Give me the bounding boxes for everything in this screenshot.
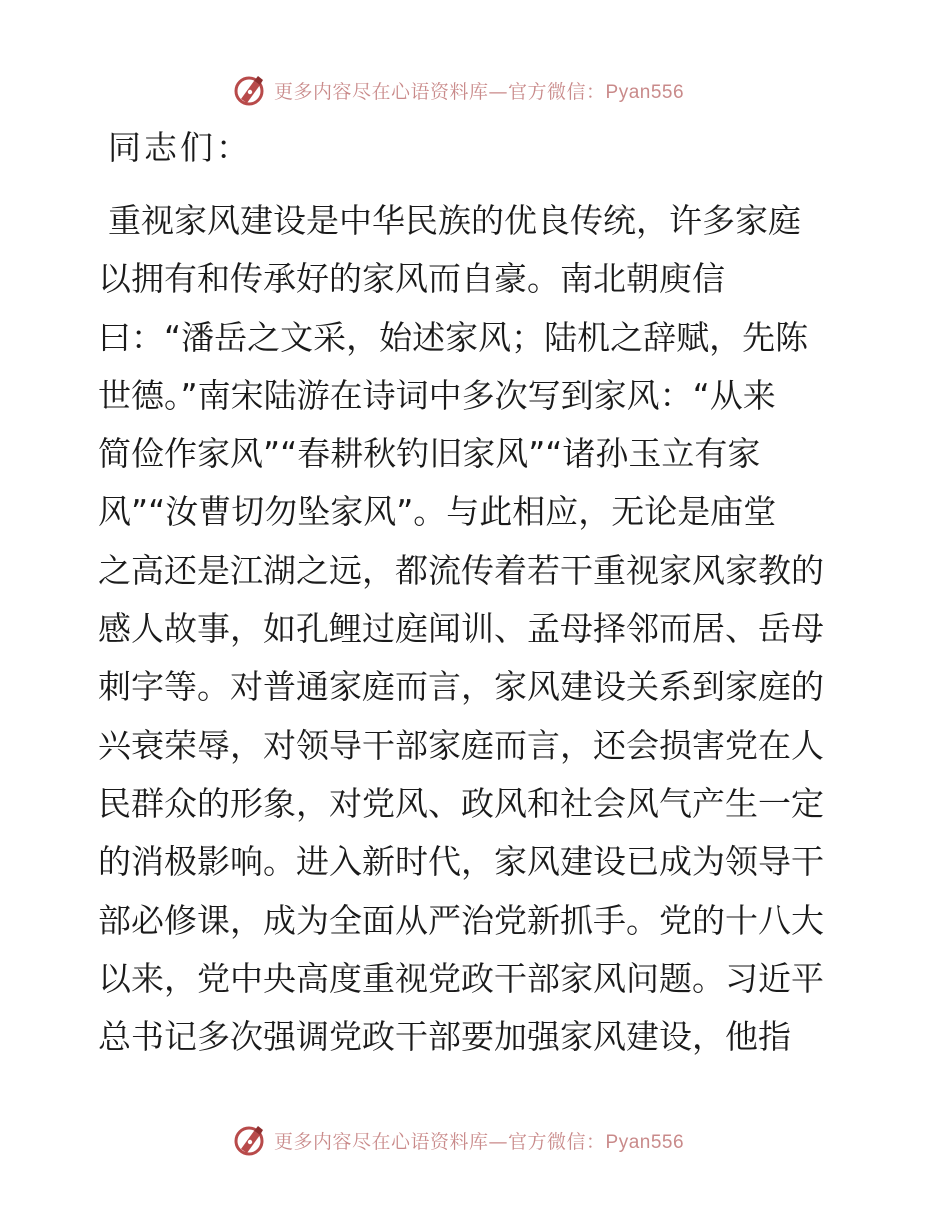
text-line: 之高还是江湖之远，都流传着若干重视家风家教的 — [98, 550, 824, 590]
pen-nib-logo-icon — [232, 1123, 266, 1157]
salutation: 同志们： — [108, 128, 252, 167]
header-watermark-text: 更多内容尽在心语资料库—官方微信：Pyan556 — [274, 80, 685, 103]
text-line: 以拥有和传承好的家风而自豪。南北朝庾信 — [98, 259, 725, 299]
text-line: 风”“汝曹切勿坠家风”。与此相应，无论是庙堂 — [98, 492, 777, 532]
header-watermark — [232, 72, 684, 108]
text-line: 重视家风建设是中华民族的优良传统，许多家庭 — [108, 201, 801, 240]
footer-watermark — [232, 1122, 684, 1158]
text-line: 总书记多次强调党政干部要加强家风建设，他指 — [98, 1017, 791, 1057]
body-paragraph — [98, 192, 850, 1066]
text-line: 感人故事，如孔鲤过庭闻训、孟母择邻而居、岳母 — [98, 609, 824, 649]
text-line: 刺字等。对普通家庭而言，家风建设关系到家庭的 — [98, 667, 824, 707]
text-line: 曰：“潘岳之文采，始述家风；陆机之辞赋，先陈 — [98, 317, 809, 357]
text-line: 兴衰荣辱，对领导干部家庭而言，还会损害党在人 — [98, 725, 824, 765]
text-line: 世德。”南宋陆游在诗词中多次写到家风：“从来 — [98, 375, 776, 415]
header-account: Pyan556 — [605, 81, 685, 103]
text-line: 民群众的形象，对党风、政风和社会风气产生一定 — [98, 783, 824, 823]
footer-watermark-text: 更多内容尽在心语资料库—官方微信：Pyan556 — [274, 1130, 685, 1153]
text-line: 的消极影响。进入新时代，家风建设已成为领导干 — [98, 842, 824, 882]
text-line: 部必修课，成为全面从严治党新抓手。党的十八大 — [98, 900, 824, 940]
text-line: 简俭作家风”“春耕秋钓旧家风”“诸孙玉立有家 — [98, 434, 761, 474]
pen-nib-logo-icon — [232, 73, 266, 107]
footer-account: Pyan556 — [605, 1131, 685, 1153]
text-line: 以来，党中央高度重视党政干部家风问题。习近平 — [98, 958, 824, 998]
